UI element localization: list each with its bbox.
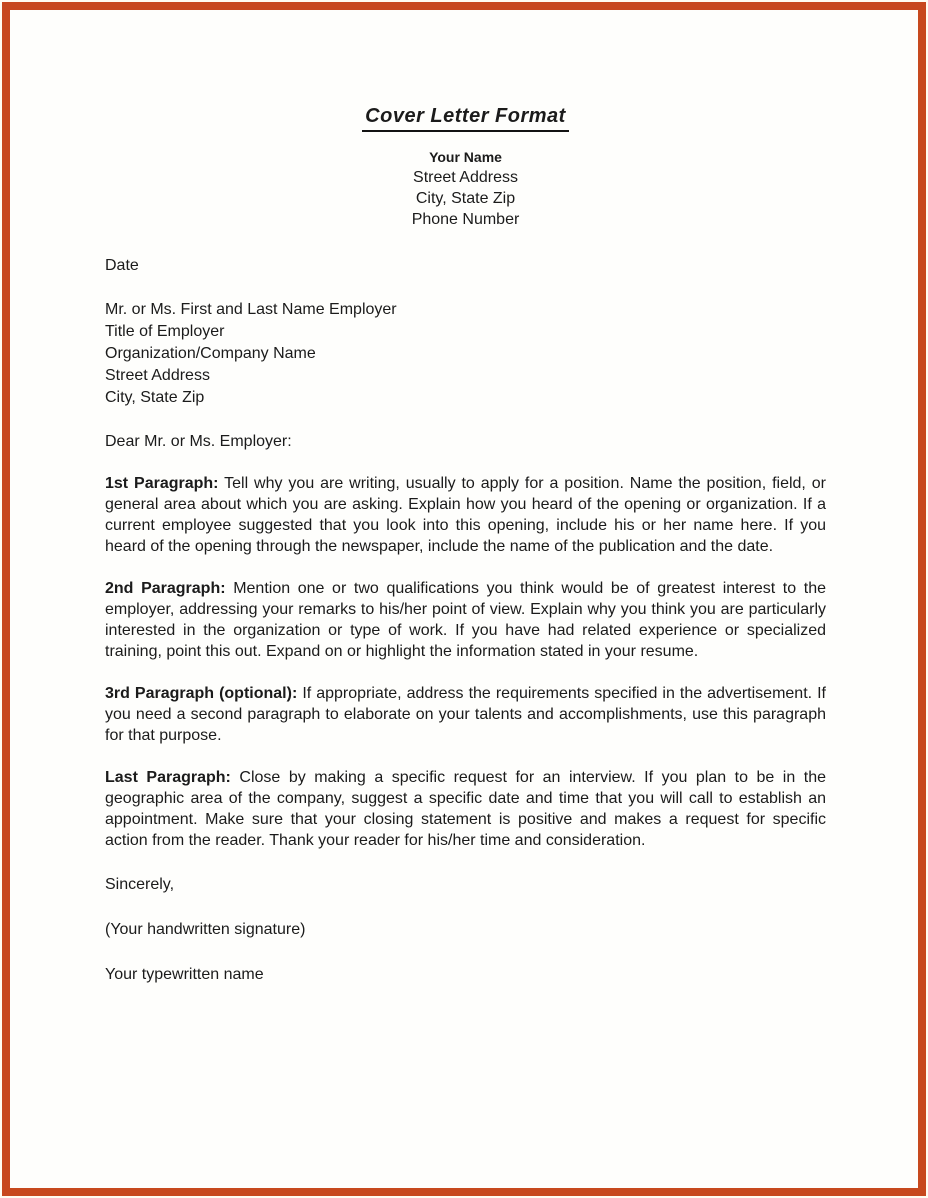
sender-phone: Phone Number <box>411 211 520 228</box>
recipient-street: Street Address <box>105 367 210 384</box>
recipient-title: Title of Employer <box>105 323 225 340</box>
paragraph-2 <box>105 578 826 662</box>
paragraph-3 <box>105 683 826 746</box>
paragraph-3-lead: 3rd Paragraph (optional): <box>105 685 298 702</box>
sender-name: Your Name <box>429 149 502 165</box>
paragraph-2-body: Mention one or two qualifications you think would be of greatest interest to the employer, addressing your remarks to his/her point of view. Explain why you think you are particularly interested in the organization or type of work. If you have had related experience or specialized training, point this out. Expand on or highlight the information stated in your resume. <box>105 580 827 660</box>
paragraph-1-lead: 1st Paragraph: <box>105 475 219 492</box>
recipient-block <box>105 299 826 409</box>
title-wrap <box>105 103 826 132</box>
paragraph-4-body: Close by making a specific request for an interview. If you plan to be in the geographic area of the company, suggest a specific date and time that you will call to establish an appointment. Make sure that your closing statement is positive and makes a request for specific action from the reader. Thank your reader for his/her time and consideration. <box>105 769 827 849</box>
recipient-organization: Organization/Company Name <box>105 345 316 362</box>
closing: Sincerely, <box>105 876 175 893</box>
paragraph-1 <box>105 473 826 557</box>
paragraph-4 <box>105 767 826 851</box>
typed-name-placeholder: Your typewritten name <box>105 966 264 983</box>
page-title: Cover Letter Format <box>362 103 569 132</box>
date-line: Date <box>105 257 139 274</box>
sender-block <box>105 147 826 230</box>
paragraph-3-body: If appropriate, address the requirements specified in the advertisement. If you need a second paragraph to elaborate on your talents and accomplishments, use this paragraph for that purpose. <box>105 685 827 744</box>
sender-street: Street Address <box>413 169 518 186</box>
paragraph-2-lead: 2nd Paragraph: <box>105 580 226 597</box>
recipient-name: Mr. or Ms. First and Last Name Employer <box>105 301 397 318</box>
salutation: Dear Mr. or Ms. Employer: <box>105 433 292 450</box>
paragraph-1-body: Tell why you are writing, usually to apply for a position. Name the position, field, or general area about which you are asking. Explain how you heard of the opening or organization. If a current employee suggested that you look into this opening, include his or her name here. If you heard of the opening through the newspaper, include the name of the publication and the date. <box>105 475 827 555</box>
paragraph-4-lead: Last Paragraph: <box>105 769 231 786</box>
signature-placeholder: (Your handwritten signature) <box>105 921 306 938</box>
recipient-city-state-zip: City, State Zip <box>105 389 205 406</box>
sender-city-state-zip: City, State Zip <box>415 190 516 207</box>
